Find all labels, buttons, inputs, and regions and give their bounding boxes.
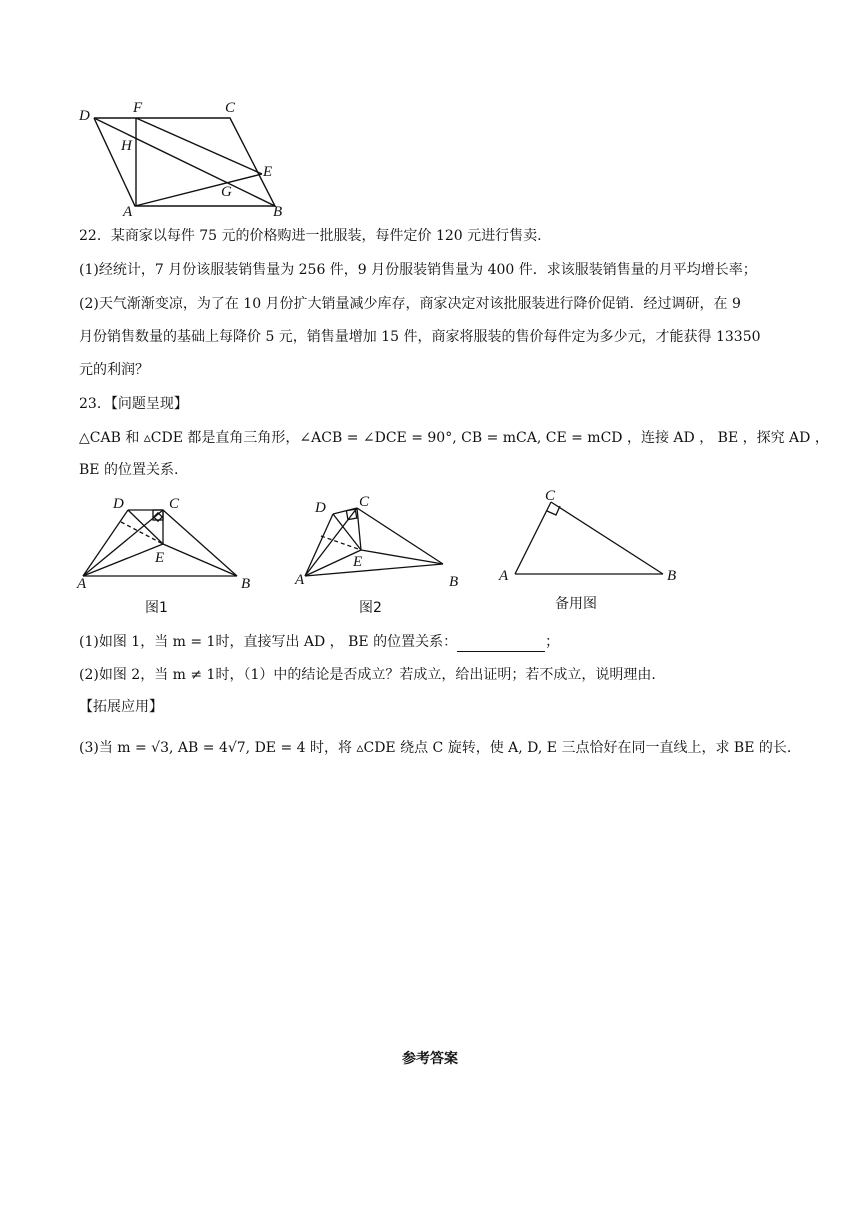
q23-part3: (3)当 m = √3, AB = 4√7, DE = 4 时，将 ▵CDE 绕点 C 旋转，使 A, D, E 三点恰好在同一直线上，求 BE 的长. [79, 740, 792, 756]
fig1-label-A: A [77, 576, 87, 592]
answer-title: 参考答案 [402, 1051, 458, 1067]
q23-condition-line2: BE 的位置关系. [79, 462, 179, 478]
answer-blank[interactable] [457, 637, 545, 652]
spare-label-B: B [667, 568, 677, 584]
fig1-label-E: E [155, 550, 165, 566]
fig1-caption: 图1 [145, 600, 168, 616]
label-B: B [273, 204, 283, 220]
fig2-caption: 图2 [359, 600, 382, 616]
spare-label-C: C [545, 488, 556, 504]
q22-part2-line2: 月份销售数量的基础上每降价 5 元，销售量增加 15 件，商家将服装的售价每件定为多少元，才能获得 13350 [79, 329, 761, 345]
fig2-label-D: D [315, 500, 326, 516]
fig2-label-B: B [449, 574, 459, 590]
segment-FE [136, 118, 262, 174]
q23-part1-end: ； [545, 634, 560, 650]
q22-part2-line3: 元的利润？ [79, 362, 149, 378]
q23-part1 [79, 632, 559, 652]
q22-part1: (1)经统计，7 月份该服装销售量为 256 件，9 月份服装销售量为 400 件．求该服装销售量的月平均增长率； [79, 262, 757, 278]
label-G: G [221, 184, 232, 200]
fig2-label-C: C [359, 494, 370, 510]
q22-stem: 22．某商家以每件 75 元的价格购进一批服装，每件定价 120 元进行售卖. [79, 228, 542, 244]
label-F: F [133, 100, 143, 116]
fig2-label-A: A [295, 572, 305, 588]
q23-part2: (2)如图 2，当 m ≠ 1时，（1）中的结论是否成立？若成立，给出证明；若不成立，说明理由. [79, 667, 656, 683]
q22-part2-line1: (2)天气渐渐变凉，为了在 10 月份扩大销量减少库存，商家决定对该批服装进行降价促销．经过调研，在 9 [79, 296, 741, 312]
figure-1 [75, 492, 265, 620]
segment-DB [94, 118, 275, 206]
fig1-label-D: D [113, 496, 124, 512]
label-C: C [225, 100, 236, 116]
label-E: E [263, 164, 273, 180]
q23-condition-line1: △CAB 和 ▵CDE 都是直角三角形，∠ACB = ∠DCE = 90°, CB = mCA, CE = mCD ，连接 AD ， BE ，探究 AD ， [79, 430, 829, 446]
fig2-label-E: E [353, 554, 363, 570]
spare-figure [495, 486, 695, 616]
figure-2 [293, 492, 473, 620]
spare-label-A: A [499, 568, 509, 584]
parallelogram-figure [75, 98, 295, 220]
spare-caption: 备用图 [555, 596, 597, 612]
fig1-label-B: B [241, 576, 251, 592]
label-D: D [79, 108, 90, 124]
label-A: A [123, 204, 133, 220]
q23-part1-text: (1)如图 1，当 m = 1时，直接写出 AD ， BE 的位置关系： [79, 634, 458, 650]
label-H: H [121, 138, 132, 154]
fig1-label-C: C [169, 496, 180, 512]
q23-extension-header: 【拓展应用】 [79, 699, 163, 715]
q23-header: 23．【问题呈现】 [79, 396, 188, 412]
